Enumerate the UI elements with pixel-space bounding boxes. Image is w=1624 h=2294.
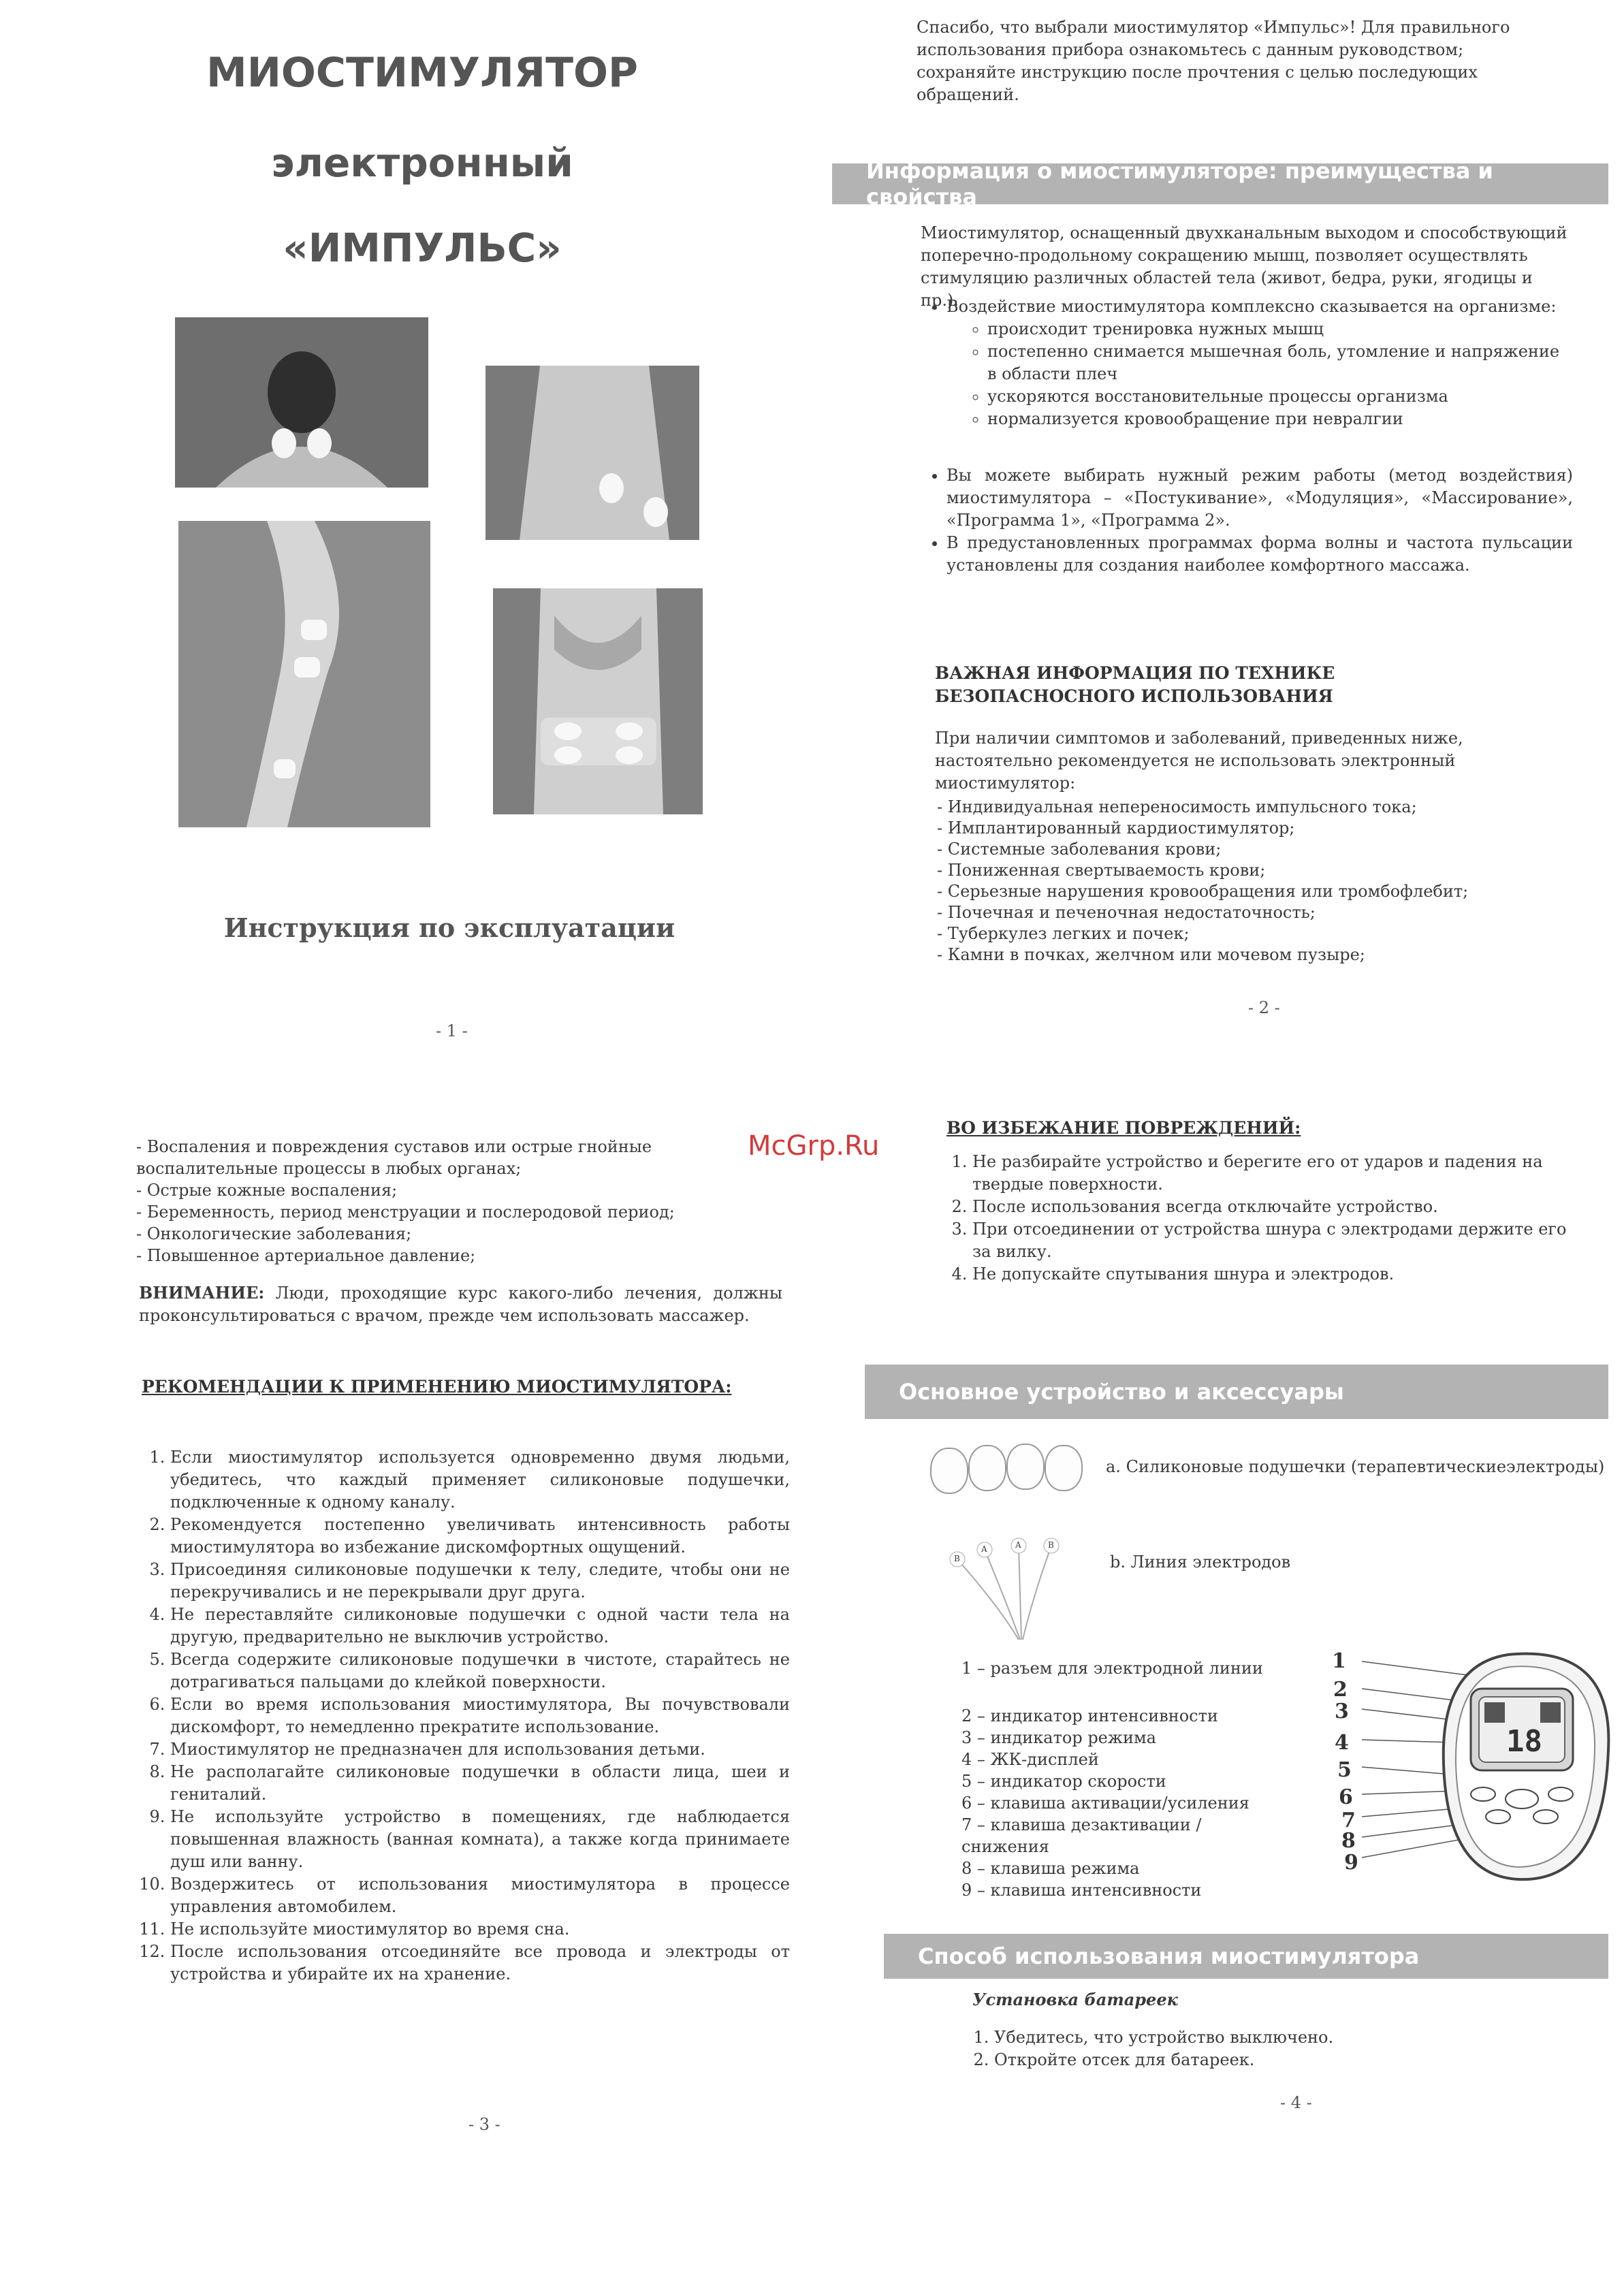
- contraindications-list-2: [136, 1136, 790, 1267]
- device-part: 7 – клавиша дезактивации / снижения: [961, 1815, 1202, 1856]
- device-part: 5 – индикатор скорости: [961, 1772, 1166, 1791]
- contraindication-item: - Имплантированный кардиостимулятор;: [937, 818, 1295, 838]
- safety-intro: При наличии симптомов и заболеваний, приведенных ниже, настоятельно рекомендуется не использовать электронный миостимулятор:: [935, 729, 1463, 793]
- contraindication-item: - Острые кожные воспаления;: [136, 1181, 398, 1200]
- damage-item: 1. Не разбирайте устройство и берегите его от ударов и падения на твердые поверхности.: [972, 1151, 1578, 1196]
- contraindication-item: - Серьезные нарушения кровообращения или тромбофлебит;: [937, 882, 1469, 901]
- device-parts-list: [961, 1657, 1316, 1901]
- recommendation-item: 3. Присоединяя силиконовые подушечки к телу, следите, чтобы они не перекручивались и не перекрывали друг друга.: [170, 1559, 790, 1604]
- sub-feature-item: ◦ нормализуется кровообращение при невралгии: [987, 408, 1573, 430]
- feature-item: • Воздействие миостимулятора комплексно сказывается на организме: ◦ происходит тренировка нужных мышц ◦ постепенно снимается мышечная боль, утомление и напряжение в области плеч ◦ ускоряются восстановительные процессы организма ◦ нормализуется кровообращение при невралгии: [946, 296, 1573, 430]
- device-number: 8: [1341, 1829, 1356, 1853]
- photo-back: [485, 366, 699, 540]
- page-number-2: - 2 -: [1248, 998, 1280, 1017]
- device-number: 3: [1335, 1700, 1349, 1723]
- device-part: 3 – индикатор режима: [961, 1728, 1156, 1747]
- recommendation-item: 1. Если миостимулятор используется одновременно двумя людьми, убедитесь, что каждый применяет силиконовые подушечки, подключенные к одному каналу.: [170, 1446, 790, 1514]
- contraindication-item: - Беременность, период менструации и послеродовой период;: [136, 1202, 675, 1222]
- feature-item: • В предустановленных программах форма волны и частота пульсации установлены для создания наиболее комфортного массажа.: [946, 532, 1573, 577]
- page-number-4: - 4 -: [1280, 2093, 1312, 2112]
- feature-item: • Вы можете выбирать нужный режим работы (метод воздействия) миостимулятора – «Постукивание», «Модуляция», «Массирование», «Программа 1», «Программа 2».: [946, 464, 1573, 532]
- recommendation-item: 8. Не располагайте силиконовые подушечки в области лица, шеи и гениталий.: [170, 1761, 790, 1806]
- device-part: 9 – клавиша интенсивности: [961, 1881, 1202, 1900]
- device-band: [865, 1365, 1608, 1419]
- device-drawing: [1362, 1648, 1614, 1893]
- sub-feature-item: ◦ постепенно снимается мышечная боль, утомление и напряжение в области плеч: [987, 340, 1573, 385]
- damage-item: 4. Не допускайте спутывания шнура и электродов.: [972, 1263, 1578, 1286]
- electrode-wire-illustration: [944, 1524, 1080, 1646]
- usage-band-title: Способ использования миостимулятора: [918, 1943, 1420, 1969]
- sub-feature-item: ◦ происходит тренировка нужных мышц: [987, 318, 1573, 340]
- battery-step: 2. Откройте отсек для батареек.: [994, 2049, 1573, 2071]
- safety-heading: ВАЖНАЯ ИНФОРМАЦИЯ ПО ТЕХНИКЕ БЕЗОПАСНОСНОГО ИСПОЛЬЗОВАНИЯ: [935, 663, 1335, 706]
- subtitle-instructions: Инструкция по эксплуатации: [223, 912, 675, 943]
- recommendations-heading: РЕКОМЕНДАЦИИ К ПРИМЕНЕНИЮ МИОСТИМУЛЯТОРА:: [142, 1377, 732, 1397]
- intro-text: Спасибо, что выбрали миостимулятор «Импульс»! Для правильного использования прибора ознакомьтесь с данным руководством; сохраняйте инструкцию после прочтения с целью последующих обращений.: [917, 18, 1510, 104]
- recommendation-item: 10. Воздержитесь от использования миостимулятора в процессе управления автомобилем.: [170, 1873, 790, 1918]
- device-part: 4 – ЖК-дисплей: [961, 1750, 1099, 1769]
- device-part: 8 – клавиша режима: [961, 1859, 1140, 1878]
- photo-abdomen: [493, 588, 703, 814]
- battery-steps-list: [960, 2026, 1573, 2071]
- contraindication-item: - Камни в почках, желчном или мочевом пузыре;: [937, 945, 1365, 964]
- lcd-digits: 18: [1506, 1724, 1542, 1759]
- device-part: 2 – индикатор интенсивности: [961, 1706, 1218, 1725]
- accessory-b-label: b. Линия электродов: [1110, 1552, 1291, 1572]
- features-list: [919, 296, 1573, 577]
- wire-label: B: [954, 1554, 960, 1563]
- watermark: McGrp.Ru: [748, 1130, 880, 1162]
- title-line2: электронный: [271, 140, 573, 186]
- device-number: 9: [1344, 1851, 1358, 1875]
- recommendation-item: 7. Миостимулятор не предназначен для использования детьми.: [170, 1738, 790, 1761]
- contraindication-item: - Повышенное артериальное давление;: [136, 1246, 476, 1265]
- electrode-pad: [1006, 1444, 1045, 1490]
- electrode-pad: [1045, 1445, 1083, 1491]
- contraindication-item: - Онкологические заболевания;: [136, 1224, 412, 1243]
- device-part: 6 – клавиша активации/усиления: [961, 1794, 1249, 1813]
- damage-list: [938, 1151, 1578, 1286]
- damage-heading: ВО ИЗБЕЖАНИЕ ПОВРЕЖДЕНИЙ:: [946, 1118, 1301, 1138]
- recommendation-item: 4. Не переставляйте силиконовые подушечки с одной части тела на другую, предварительно не выключив устройство.: [170, 1604, 790, 1648]
- device-number: 4: [1335, 1731, 1349, 1755]
- contraindication-item: - Пониженная свертываемость крови;: [937, 861, 1266, 880]
- page-number-3: - 3 -: [468, 2115, 500, 2134]
- electrode-pad: [930, 1448, 968, 1494]
- recommendation-item: 5. Всегда содержите силиконовые подушечки в чистоте, старайтесь не дотрагиваться пальцами до клейкой поверхности.: [170, 1648, 790, 1693]
- device-number: 5: [1337, 1758, 1352, 1782]
- photo-leg: [178, 521, 430, 827]
- electrode-wire-drawing: [944, 1524, 1080, 1646]
- contraindications-list-1: [937, 797, 1563, 966]
- device-number: 1: [1332, 1649, 1346, 1673]
- electrode-pads-illustration: [930, 1444, 1087, 1498]
- page-number-1: - 1 -: [436, 1021, 468, 1040]
- battery-heading: Установка батареек: [972, 1990, 1178, 2009]
- recommendation-item: 12. После использования отсоединяйте все провода и электроды от устройства и убирайте их на хранение.: [170, 1941, 790, 1986]
- contraindication-item: - Воспаления и повреждения суставов или острые гнойные воспалительные процессы в любых органах;: [136, 1137, 652, 1178]
- recommendation-item: 11. Не используйте миостимулятор во время сна.: [170, 1918, 790, 1941]
- device-part: 1 – разъем для электродной линии: [961, 1659, 1263, 1678]
- contraindication-item: - Почечная и печеночная недостаточность;: [937, 903, 1316, 922]
- device-number: 7: [1341, 1809, 1356, 1832]
- sub-feature-item: ◦ ускоряются восстановительные процессы организма: [987, 385, 1573, 408]
- electrode-pad: [968, 1445, 1006, 1491]
- battery-step: 1. Убедитесь, что устройство выключено.: [994, 2026, 1573, 2049]
- device-number: 6: [1339, 1785, 1353, 1809]
- recommendation-item: 6. Если во время использования миостимулятора, Вы почувствовали дискомфорт, то немедленно прекратите использование.: [170, 1693, 790, 1738]
- description-text: Миостимулятор, оснащенный двухканальным выходом и способствующий поперечно-продольному сокращению мышц, позволяет осуществлять стимуляцию различных областей тела (живот, бедра, руки, ягодицы и пр.).: [921, 223, 1567, 310]
- accessory-a-label: a. Силиконовые подушечки (терапевтическиеэлектроды): [1106, 1457, 1605, 1476]
- device-illustration: [1362, 1648, 1614, 1893]
- damage-item: 3. При отсоединении от устройства шнура с электродами держите его за вилку.: [972, 1218, 1578, 1263]
- wire-label: A: [981, 1544, 987, 1554]
- recommendations-list: [136, 1446, 790, 1986]
- contraindication-item: - Индивидуальная непереносимость импульсного тока;: [937, 797, 1417, 816]
- info-band: [832, 158, 1608, 210]
- title-line3: «ИМПУЛЬС»: [283, 225, 562, 271]
- photo-shoulders: [175, 317, 428, 488]
- wire-label: B: [1048, 1540, 1054, 1550]
- attention-note: [139, 1281, 782, 1327]
- device-band-title: Основное устройство и аксессуары: [899, 1379, 1344, 1405]
- contraindication-item: - Туберкулез легких и почек;: [937, 924, 1190, 943]
- info-band-title: Информация о миостимуляторе: преимущества и свойства: [866, 158, 1493, 210]
- damage-item: 2. После использования всегда отключайте устройство.: [972, 1196, 1578, 1218]
- wire-label: A: [1015, 1540, 1021, 1550]
- recommendation-item: 9. Не используйте устройство в помещениях, где наблюдается повышенная влажность (ванная комната), а также когда принимаете душ или ванну.: [170, 1806, 790, 1873]
- contraindication-item: - Системные заболевания крови;: [937, 840, 1222, 859]
- title-line1: МИОСТИМУЛЯТОР: [206, 49, 638, 97]
- usage-band: [884, 1934, 1608, 1979]
- attention-label: ВНИМАНИЕ:: [139, 1283, 265, 1303]
- recommendation-item: 2. Рекомендуется постепенно увеличивать интенсивность работы миостимулятора во избежание дискомфортных ощущений.: [170, 1514, 790, 1559]
- attention-text: Люди, проходящие курс какого-либо лечения, должны проконсультироваться с врачом, прежде чем использовать массажер.: [139, 1284, 782, 1325]
- device-number: 2: [1333, 1678, 1348, 1702]
